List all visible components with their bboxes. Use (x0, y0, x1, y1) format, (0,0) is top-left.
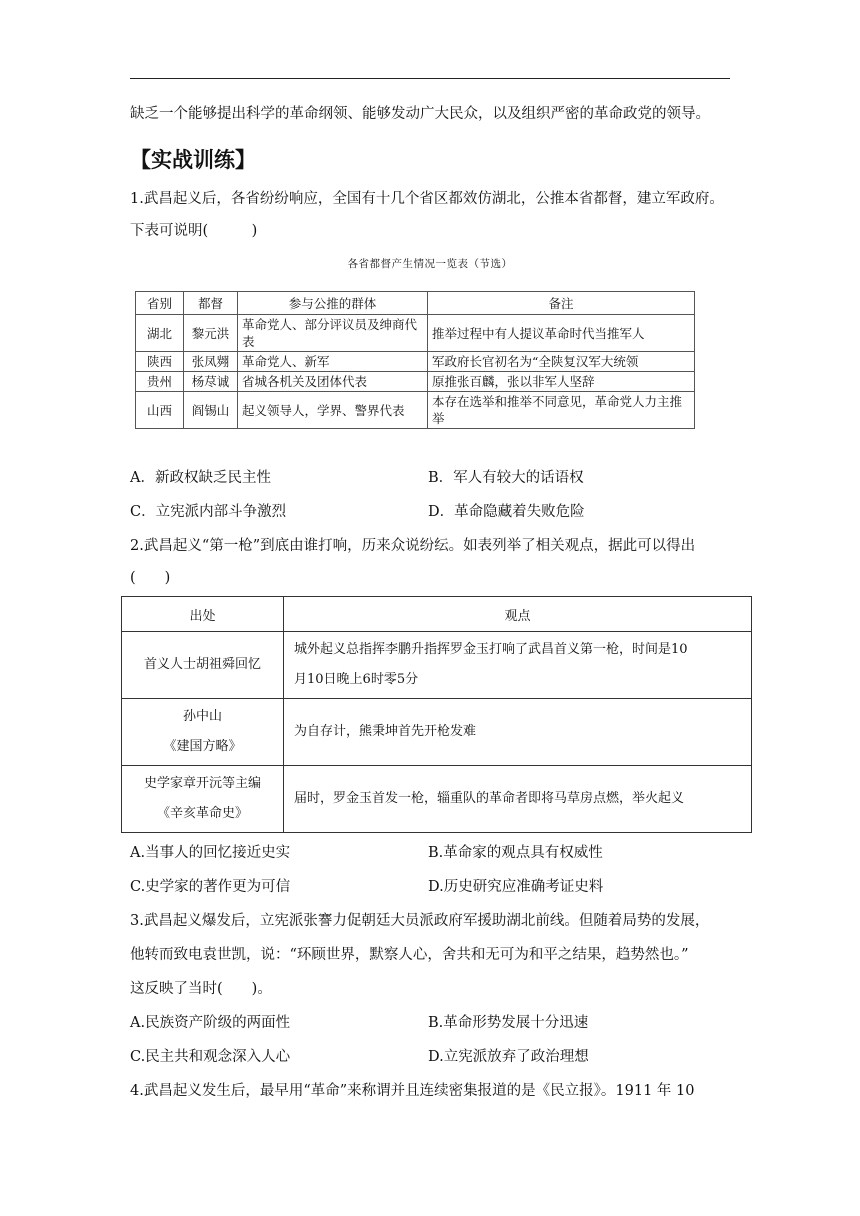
q4-stem-line-1: 4.武昌起义发生后，最早用“革命”来称谓并且连续密集报道的是《民立报》。1911 年 10 (130, 1083, 695, 1099)
q3-option-b[interactable]: B.革命形势发展十分迅速 (428, 1015, 589, 1031)
q3-option-d[interactable]: D.立宪派放弃了政治理想 (428, 1049, 589, 1065)
table-cell: 张凤翙 (184, 352, 238, 372)
source-cell (122, 632, 284, 699)
view-text: 为自存计，熊秉坤首先开枪发难 (294, 724, 477, 739)
table-cell: 军政府长官初名为“全陕复汉军大统领 (428, 352, 695, 372)
table-cell: 革命党人、部分评议员及绅商代表 (238, 315, 428, 352)
table-row (122, 766, 752, 833)
q2-option-b[interactable]: B.革命家的观点具有权威性 (428, 845, 603, 861)
q3-option-a[interactable]: A.民族资产阶级的两面性 (130, 1015, 291, 1031)
intro-text: 缺乏一个能够提出科学的革命纲领、能够发动广大民众，以及组织严密的革命政党的领导。 (130, 106, 710, 122)
q1-header-cell: 参与公推的群体 (238, 292, 428, 315)
q2-option-c[interactable]: C.史学家的著作更为可信 (130, 879, 291, 895)
q2-option-a[interactable]: A.当事人的回忆接近史实 (130, 845, 291, 861)
source-text: 孙中山 (182, 709, 222, 724)
q1-header-cell: 都督 (184, 292, 238, 315)
table-cell: 革命党人、新军 (238, 352, 428, 372)
table-cell: 湖北 (136, 315, 184, 352)
table-cell: 杨荩诚 (184, 372, 238, 392)
table-row (122, 699, 752, 766)
q2-option-d[interactable]: D.历史研究应准确考证史料 (428, 879, 604, 895)
table-cell: 原推张百麟，张以非军人坚辞 (428, 372, 695, 392)
table-row (122, 632, 752, 699)
q3-stem-line-2: 他转而致电袁世凯，说：“环顾世界，默察人心，舍共和无可为和平之结果，趋势然也。” (130, 947, 689, 963)
table-cell: 山西 (136, 392, 184, 429)
table-cell: 起义领导人，学界、警界代表 (238, 392, 428, 429)
source-cell (122, 766, 284, 833)
q1-table (135, 291, 695, 429)
view-text: 届时，罗金玉首发一枪，辎重队的革命者即将马草房点燃，举火起义 (294, 791, 685, 806)
table-cell: 本存在选举和推举不同意见，革命党人力主推举 (428, 392, 695, 429)
q2-stem-line-2: ( ) (130, 570, 171, 586)
table-row (136, 372, 695, 392)
q1-option-a[interactable]: A．新政权缺乏民主性 (130, 470, 271, 486)
table-row (136, 392, 695, 429)
q1-option-c[interactable]: C．立宪派内部斗争激烈 (130, 504, 287, 520)
source-text: 史学家章开沅等主编 (143, 776, 261, 791)
q3-stem-line-1: 3.武昌起义爆发后，立宪派张謇力促朝廷大员派政府军援助湖北前线。但随着局势的发展， (130, 913, 710, 929)
section-heading: 【实战训练】 (130, 148, 256, 172)
view-text: 月10日晚上6时零5分 (294, 672, 419, 687)
q1-header-cell: 备注 (428, 292, 695, 315)
table-cell: 陕西 (136, 352, 184, 372)
view-cell (284, 632, 752, 699)
table-cell: 贵州 (136, 372, 184, 392)
view-cell (284, 766, 752, 833)
header-rule (130, 78, 730, 79)
q2-stem-line-1: 2.武昌起义“第一枪”到底由谁打响，历来众说纷纭。如表列举了相关观点，据此可以得出 (130, 538, 696, 554)
q1-table-header-row (136, 292, 695, 315)
table-cell: 黎元洪 (184, 315, 238, 352)
q1-option-b[interactable]: B．军人有较大的话语权 (428, 470, 584, 486)
source-text: 《建国方略》 (163, 739, 242, 754)
q1-stem-line-1: 1.武昌起义后，各省纷纷响应，全国有十几个省区都效仿湖北，公推本省都督，建立军政府。 (130, 191, 724, 207)
q1-option-d[interactable]: D．革命隐藏着失败危险 (428, 504, 585, 520)
table-cell: 省城各机关及团体代表 (238, 372, 428, 392)
table-row (136, 352, 695, 372)
q1-stem-line-2: 下表可说明( ) (130, 223, 258, 239)
q2-header-cell: 出处 (122, 597, 284, 632)
q1-header-cell: 省别 (136, 292, 184, 315)
q3-option-c[interactable]: C.民主共和观念深入人心 (130, 1049, 291, 1065)
source-text: 首义人士胡祖舜回忆 (143, 657, 261, 672)
table-cell: 阎锡山 (184, 392, 238, 429)
view-cell (284, 699, 752, 766)
q2-table-header-row (122, 597, 752, 632)
view-text: 城外起义总指挥李鹏升指挥罗金玉打响了武昌首义第一枪，时间是10 (294, 642, 688, 657)
table-row (136, 315, 695, 352)
q2-table (121, 596, 752, 833)
table-cell: 推举过程中有人提议革命时代当推军人 (428, 315, 695, 352)
q3-stem-line-3: 这反映了当时( )。 (130, 981, 272, 997)
q2-header-cell: 观点 (284, 597, 752, 632)
source-text: 《辛亥革命史》 (156, 806, 248, 821)
q1-table-caption: 各省都督产生情况一览表（节选） (347, 258, 513, 270)
source-cell (122, 699, 284, 766)
